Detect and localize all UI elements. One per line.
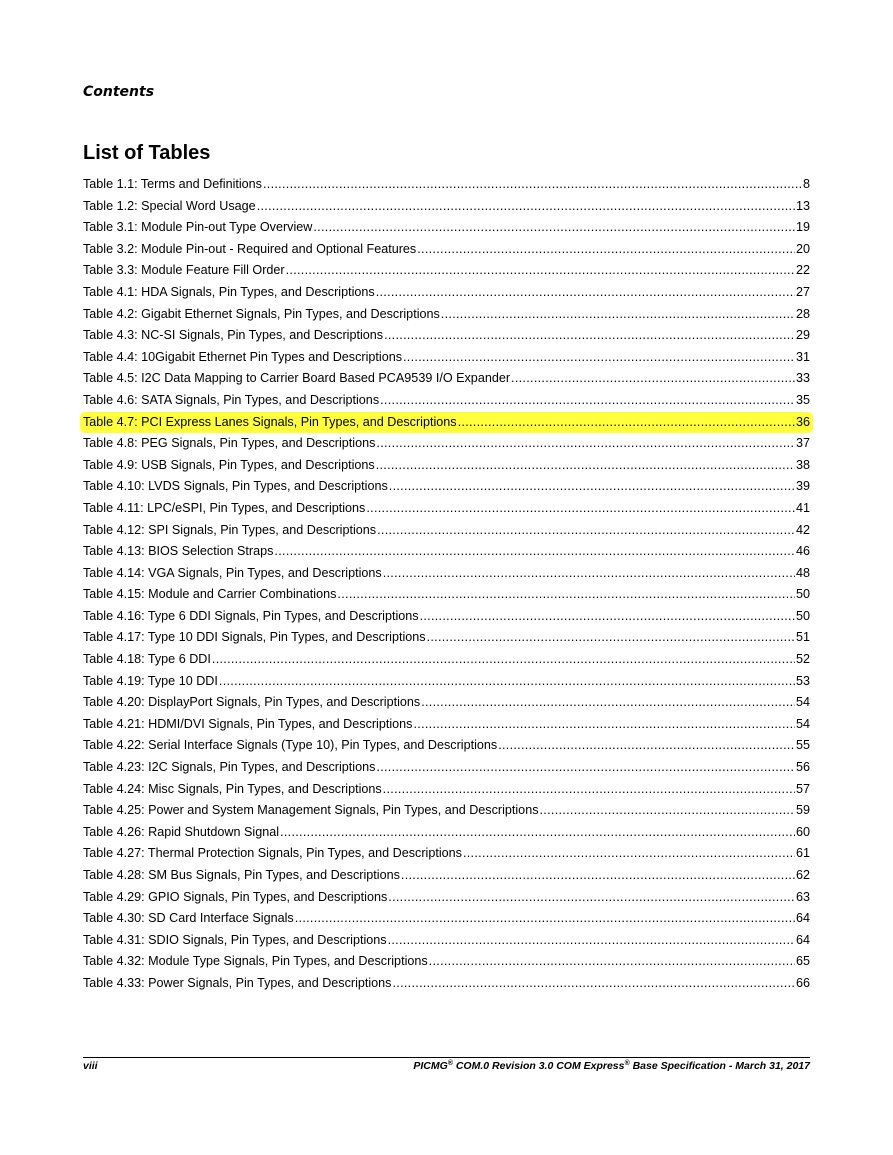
toc-dot-leader	[392, 973, 795, 995]
toc-entry[interactable]	[83, 196, 810, 218]
toc-entry[interactable]	[83, 584, 810, 606]
toc-entry-page: 52	[795, 652, 810, 667]
toc-entry-page: 13	[795, 198, 810, 213]
footer-spec-title	[413, 1060, 810, 1072]
section-header-label: Contents	[83, 84, 155, 100]
toc-entry[interactable]	[83, 908, 810, 930]
toc-entry[interactable]	[83, 304, 810, 326]
toc-entry-title: Table 4.27: Thermal Protection Signals, Pin Types, and Descriptions	[83, 846, 462, 861]
toc-entry-page: 42	[795, 522, 810, 537]
toc-entry-title: Table 4.11: LPC/eSPI, Pin Types, and Descriptions	[83, 500, 366, 515]
list-of-tables	[83, 174, 810, 995]
toc-entry[interactable]	[83, 714, 810, 736]
toc-entry-title: Table 4.30: SD Card Interface Signals	[83, 911, 294, 926]
toc-entry[interactable]	[83, 433, 810, 455]
toc-entry-title: Table 4.32: Module Type Signals, Pin Types, and Descriptions	[83, 954, 428, 969]
toc-entry-page: 38	[795, 457, 810, 472]
toc-entry-title: Table 4.28: SM Bus Signals, Pin Types, and Descriptions	[83, 868, 400, 882]
toc-dot-leader	[380, 390, 795, 412]
toc-entry-page: 60	[795, 824, 810, 839]
toc-entry-title: Table 1.2: Special Word Usage	[83, 198, 256, 213]
toc-entry-title: Table 4.31: SDIO Signals, Pin Types, and Descriptions	[83, 932, 387, 947]
toc-entry[interactable]	[83, 498, 810, 520]
toc-entry-title: Table 4.18: Type 6 DDI	[83, 652, 211, 667]
toc-dot-leader	[212, 649, 795, 671]
toc-dot-leader	[427, 627, 795, 649]
toc-dot-leader	[257, 196, 795, 218]
toc-dot-leader	[389, 476, 795, 498]
toc-dot-leader	[421, 692, 795, 714]
toc-entry-page: 53	[795, 673, 810, 688]
toc-entry[interactable]	[83, 347, 810, 369]
toc-entry-title: Table 4.7: PCI Express Lanes Signals, Pin Types, and Descriptions	[83, 414, 457, 429]
toc-dot-leader	[388, 887, 795, 909]
toc-entry[interactable]	[83, 541, 810, 563]
toc-dot-leader	[463, 843, 795, 865]
toc-entry-title: Table 4.25: Power and System Management Signals, Pin Types, and Descriptions	[83, 803, 539, 818]
toc-entry[interactable]	[83, 735, 810, 757]
toc-entry-page: 35	[795, 392, 810, 407]
toc-dot-leader	[286, 260, 795, 282]
toc-entry-page: 39	[795, 479, 810, 494]
toc-entry-page: 54	[795, 716, 810, 731]
toc-entry[interactable]	[83, 757, 810, 779]
toc-dot-leader	[429, 951, 795, 973]
toc-entry-page: 48	[795, 565, 810, 580]
toc-entry-title: Table 4.2: Gigabit Ethernet Signals, Pin Types, and Descriptions	[83, 306, 440, 321]
toc-dot-leader	[295, 908, 795, 930]
toc-dot-leader	[263, 174, 802, 196]
toc-dot-leader	[274, 541, 795, 563]
toc-dot-leader	[383, 563, 795, 585]
toc-entry-page: 55	[795, 738, 810, 753]
toc-entry-page: 66	[795, 975, 810, 990]
toc-entry[interactable]	[83, 930, 810, 952]
toc-dot-leader	[413, 714, 795, 736]
toc-entry-page: 46	[795, 544, 810, 559]
toc-entry-title: Table 4.10: LVDS Signals, Pin Types, and Descriptions	[83, 479, 388, 494]
toc-dot-leader	[366, 498, 795, 520]
toc-entry-title: Table 3.2: Module Pin-out - Required and Optional Features	[83, 241, 417, 256]
toc-entry-page: 50	[795, 608, 810, 623]
toc-entry[interactable]	[83, 671, 810, 693]
toc-entry-page: 54	[795, 695, 810, 710]
toc-dot-leader	[376, 433, 795, 455]
toc-entry-page: 50	[795, 587, 810, 602]
toc-entry[interactable]	[83, 843, 810, 865]
toc-dot-leader	[388, 930, 795, 952]
toc-entry-title: Table 4.24: Misc Signals, Pin Types, and Descriptions	[83, 781, 382, 796]
toc-entry-page: 8	[802, 177, 810, 191]
toc-entry-title: Table 4.12: SPI Signals, Pin Types, and Descriptions	[83, 522, 377, 537]
toc-entry-page: 64	[795, 932, 810, 947]
toc-entry-page: 29	[795, 328, 810, 343]
toc-entry[interactable]	[83, 649, 810, 671]
footer-spec-prefix: PICMG	[413, 1060, 448, 1072]
toc-entry[interactable]	[83, 174, 810, 196]
toc-dot-leader	[219, 671, 795, 693]
toc-dot-leader	[441, 304, 795, 326]
toc-entry[interactable]	[83, 800, 810, 822]
toc-entry-title: Table 3.1: Module Pin-out Type Overview	[83, 220, 313, 235]
toc-entry-page: 57	[795, 781, 810, 796]
toc-entry-title: Table 4.33: Power Signals, Pin Types, and Descriptions	[83, 975, 392, 990]
toc-entry-title: Table 4.21: HDMI/DVI Signals, Pin Types, and Descriptions	[83, 716, 413, 731]
toc-entry-page: 33	[795, 371, 810, 386]
toc-entry[interactable]	[83, 476, 810, 498]
toc-entry-title: Table 4.3: NC-SI Signals, Pin Types, and Descriptions	[83, 328, 384, 343]
toc-entry-page: 27	[795, 284, 810, 299]
toc-entry-title: Table 4.5: I2C Data Mapping to Carrier Board Based PCA9539 I/O Expander	[83, 371, 511, 386]
toc-entry-page: 41	[795, 500, 810, 515]
toc-entry[interactable]	[83, 779, 810, 801]
toc-entry-page: 20	[795, 241, 810, 256]
toc-entry-title: Table 4.8: PEG Signals, Pin Types, and Descriptions	[83, 436, 376, 451]
toc-dot-leader	[420, 606, 795, 628]
toc-dot-leader	[498, 735, 795, 757]
toc-dot-leader	[376, 282, 795, 304]
toc-entry[interactable]	[83, 368, 810, 390]
toc-entry-page: 31	[795, 349, 810, 364]
toc-dot-leader	[376, 757, 795, 779]
footer-spec-suffix: Base Specification - March 31, 2017	[629, 1060, 810, 1072]
toc-dot-leader	[384, 325, 795, 347]
toc-entry-title: Table 4.4: 10Gigabit Ethernet Pin Types and Descriptions	[83, 349, 402, 364]
toc-entry-page: 37	[795, 436, 810, 451]
toc-entry-page: 56	[795, 760, 810, 775]
toc-entry-title: Table 4.22: Serial Interface Signals (Type 10), Pin Types, and Descriptions	[83, 738, 498, 753]
toc-entry-title: Table 4.14: VGA Signals, Pin Types, and Descriptions	[83, 565, 382, 580]
toc-dot-leader	[280, 822, 795, 844]
toc-entry[interactable]	[83, 239, 810, 261]
toc-entry-title: Table 4.23: I2C Signals, Pin Types, and Descriptions	[83, 760, 376, 775]
toc-entry-page: 22	[795, 263, 810, 278]
footer-spec-middle: COM.0 Revision 3.0 COM Express	[452, 1060, 625, 1072]
toc-entry[interactable]	[83, 865, 810, 887]
toc-entry-page: 51	[795, 630, 810, 645]
toc-entry[interactable]	[83, 692, 810, 714]
toc-entry-title: Table 4.26: Rapid Shutdown Signal	[83, 824, 280, 839]
toc-entry[interactable]	[83, 973, 810, 995]
registered-mark: ®	[447, 1060, 453, 1067]
toc-entry-page: 61	[795, 846, 810, 861]
toc-entry[interactable]	[83, 606, 810, 628]
toc-entry-title: Table 3.3: Module Feature Fill Order	[83, 263, 285, 278]
toc-dot-leader	[540, 800, 795, 822]
toc-entry-title: Table 4.1: HDA Signals, Pin Types, and Descriptions	[83, 284, 375, 299]
toc-entry-title: Table 4.20: DisplayPort Signals, Pin Types, and Descriptions	[83, 695, 421, 710]
toc-entry-page: 64	[795, 911, 810, 926]
toc-dot-leader	[337, 584, 795, 606]
toc-entry[interactable]	[83, 455, 810, 477]
toc-entry-title: Table 1.1: Terms and Definitions	[83, 177, 262, 191]
toc-entry-highlighted[interactable]	[80, 412, 813, 434]
toc-dot-leader	[403, 347, 795, 369]
toc-entry[interactable]	[83, 390, 810, 412]
toc-entry[interactable]	[83, 563, 810, 585]
toc-entry[interactable]	[83, 520, 810, 542]
toc-entry[interactable]	[83, 627, 810, 649]
toc-entry[interactable]	[83, 282, 810, 304]
toc-dot-leader	[458, 412, 795, 434]
toc-entry-title: Table 4.13: BIOS Selection Straps	[83, 544, 274, 559]
toc-entry-page: 62	[795, 868, 810, 882]
footer-page-number: viii	[83, 1060, 98, 1072]
toc-dot-leader	[383, 779, 795, 801]
toc-entry-page: 36	[795, 414, 810, 429]
toc-entry-title: Table 4.29: GPIO Signals, Pin Types, and Descriptions	[83, 889, 388, 904]
toc-entry-title: Table 4.9: USB Signals, Pin Types, and Descriptions	[83, 457, 375, 472]
toc-entry[interactable]	[83, 325, 810, 347]
toc-entry[interactable]	[83, 822, 810, 844]
toc-dot-leader	[417, 239, 795, 261]
toc-entry-title: Table 4.17: Type 10 DDI Signals, Pin Types, and Descriptions	[83, 630, 426, 645]
toc-entry[interactable]	[83, 217, 810, 239]
toc-dot-leader	[377, 520, 795, 542]
toc-entry[interactable]	[83, 951, 810, 973]
toc-dot-leader	[511, 368, 795, 390]
footer-divider	[83, 1057, 810, 1058]
toc-entry-page: 19	[795, 220, 810, 235]
toc-dot-leader	[376, 455, 795, 477]
toc-entry-title: Table 4.15: Module and Carrier Combinations	[83, 587, 337, 602]
toc-entry-page: 28	[795, 306, 810, 321]
page-title: List of Tables	[83, 142, 211, 164]
toc-entry-page: 63	[795, 889, 810, 904]
toc-entry-title: Table 4.16: Type 6 DDI Signals, Pin Types, and Descriptions	[83, 608, 419, 623]
registered-mark: ®	[624, 1060, 630, 1067]
toc-entry[interactable]	[83, 887, 810, 909]
toc-entry-page: 65	[795, 954, 810, 969]
toc-entry[interactable]	[83, 260, 810, 282]
toc-entry-title: Table 4.6: SATA Signals, Pin Types, and Descriptions	[83, 392, 380, 407]
toc-entry-title: Table 4.19: Type 10 DDI	[83, 673, 218, 688]
toc-entry-page: 59	[795, 803, 810, 818]
toc-dot-leader	[401, 865, 795, 887]
toc-dot-leader	[313, 217, 795, 239]
